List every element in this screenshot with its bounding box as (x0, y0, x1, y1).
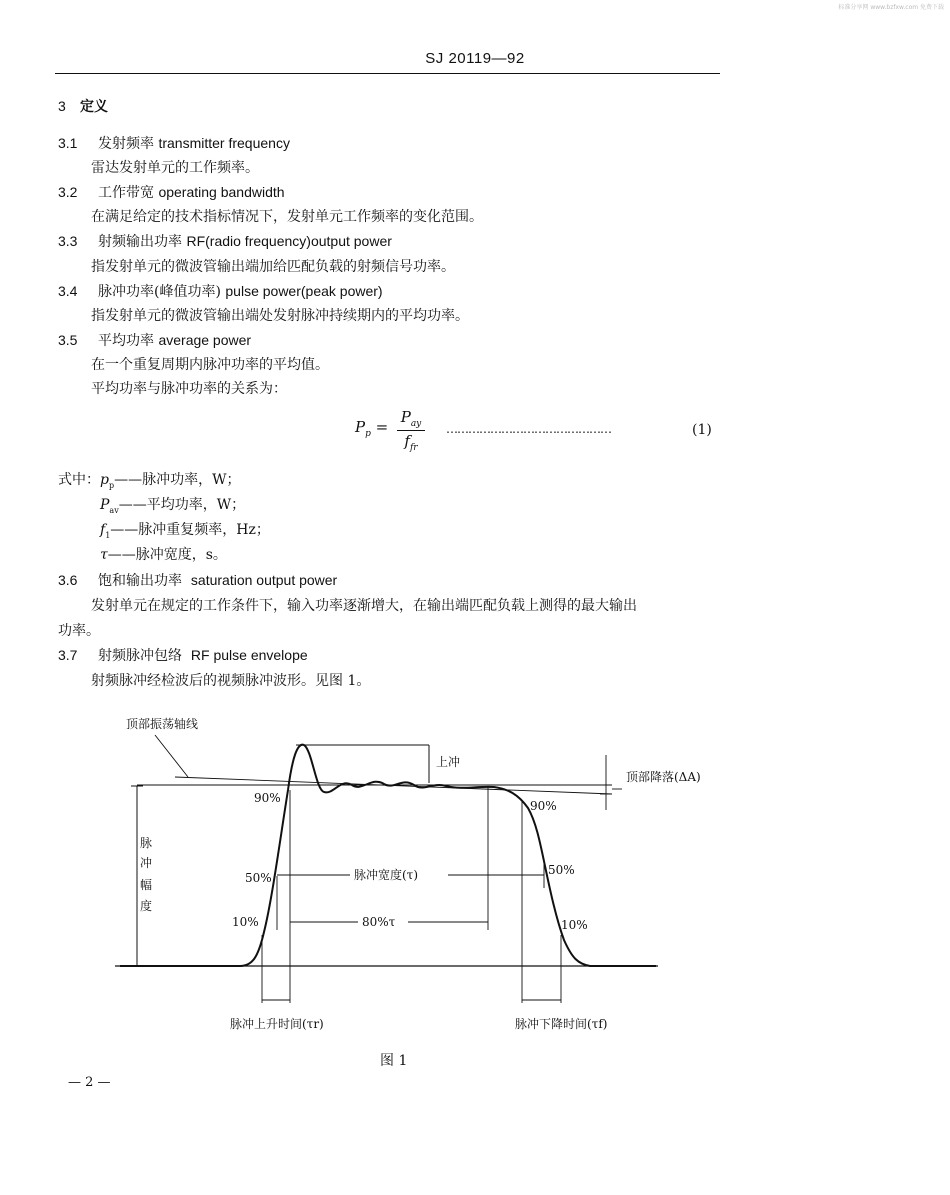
formula-number: (1) (692, 422, 712, 438)
def-3-5-body: 在一个重复周期内脉冲功率的平均值。 (91, 357, 329, 373)
def-3-1-body: 雷达发射单元的工作频率。 (91, 160, 259, 176)
def-3-4-body: 指发射单元的微波管输出端处发射脉冲持续期内的平均功率。 (91, 308, 469, 324)
where-item-1: 式中：$p_p——$脉冲功率，W； (58, 472, 241, 490)
label-top-axis: 顶部振荡轴线 (126, 717, 199, 731)
def-3-3-title: 3.3 射频输出功率 RF(radio frequency)output power (58, 233, 392, 250)
label-overshoot: 上冲 (436, 755, 461, 769)
def-3-5-body2: 平均功率与脉冲功率的关系为： (91, 381, 287, 397)
where-item-2: $P_{av}——$平均功率，W； (100, 497, 246, 515)
label-amp-4: 度 (140, 899, 153, 913)
label-droop: 顶部降落(ΔA) (626, 770, 701, 784)
top-axis-leader (155, 735, 188, 777)
label-pulse-width: 脉冲宽度(τ) (354, 868, 419, 882)
label-10-right: 10% (561, 918, 588, 932)
where-item-4: τ——脉冲宽度，s。 (100, 547, 227, 563)
page-header: SJ 20119—92 (425, 50, 525, 67)
label-fall-time: 脉冲下降时间(τf) (515, 1017, 608, 1031)
formula-denominator: $f_{fr}$ (404, 432, 418, 453)
def-3-3-body: 指发射单元的微波管输出端加给匹配负载的射频信号功率。 (91, 259, 455, 275)
label-amp-2: 冲 (140, 856, 153, 870)
formula-lhs: $P_p$ = (355, 418, 389, 439)
formula-fraction-bar (397, 430, 425, 431)
def-3-6-title: 3.6 饱和输出功率 saturation output power (58, 572, 338, 589)
label-amp-3: 幅 (140, 878, 153, 892)
def-3-4-title: 3.4 脉冲功率(峰值功率) pulse power(peak power) (58, 283, 383, 300)
def-3-2-title: 3.2 工作带宽 operating bandwidth (58, 184, 285, 201)
def-3-1-title: 3.1 发射频率 transmitter frequency (58, 135, 290, 152)
label-rise-time: 脉冲上升时间(τr) (230, 1017, 324, 1031)
label-10-left: 10% (232, 915, 259, 929)
label-amp-1: 脉 (140, 836, 153, 850)
label-90-left: 90% (254, 791, 281, 805)
formula-leader: ……………………………………… (446, 422, 611, 436)
page-number: — 2 — (68, 1075, 111, 1090)
def-3-5-title: 3.5 平均功率 average power (58, 332, 252, 349)
def-3-7-body: 射频脉冲经检波后的视频脉冲波形。见图 1。 (91, 673, 371, 689)
label-50-left: 50% (245, 871, 272, 885)
header-rule (55, 73, 720, 74)
section-heading: 3 定义 (58, 98, 108, 115)
label-50-right: 50% (548, 863, 575, 877)
formula-numerator: $P_{ay}$ (400, 408, 422, 429)
def-3-6-body: 发射单元在规定的工作条件下，输入功率逐渐增大，在输出端匹配负载上测得的最大输出 (91, 598, 637, 614)
watermark: 标准分享网 www.bzfxw.com 免费下载 (838, 4, 944, 11)
where-item-3: $f_1——$脉冲重复频率，Hz； (100, 522, 270, 540)
def-3-7-title: 3.7 射频脉冲包络 RF pulse envelope (58, 647, 308, 664)
def-3-2-body: 在满足给定的技术指标情况下，发射单元工作频率的变化范围。 (91, 209, 483, 225)
label-80-tau: 80%τ (362, 915, 396, 929)
label-90-right: 90% (530, 799, 557, 813)
figure-caption: 图 1 (380, 1053, 408, 1069)
def-3-6-body-cont: 功率。 (58, 623, 100, 639)
figure-pulse-envelope (0, 700, 950, 1040)
